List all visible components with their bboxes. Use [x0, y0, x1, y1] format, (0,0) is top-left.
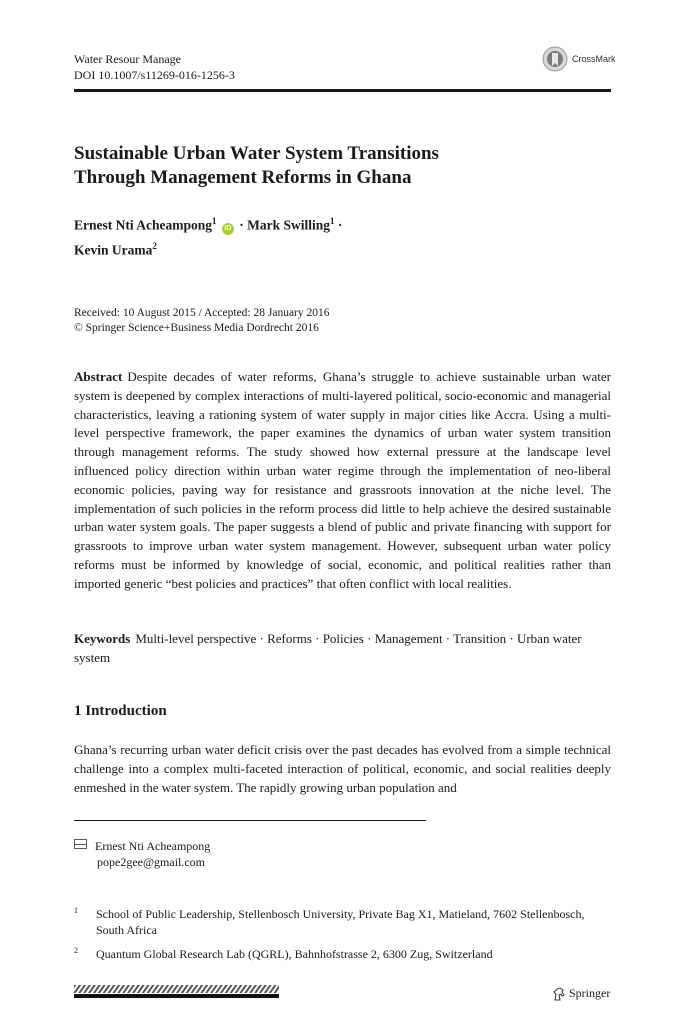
- author-list: Ernest Nti Acheampong$^1$ iD · Mark Swilling$^1$ · Kevin Urama$^2$: [74, 216, 343, 257]
- abstract-heading: Abstract: [74, 369, 123, 384]
- corresponding-author: [74, 838, 210, 870]
- orcid-icon[interactable]: iD: [222, 223, 234, 235]
- footnote-rule: [74, 820, 426, 821]
- affiliation-text: Quantum Global Research Lab (QGRL), Bahnhofstrasse 2, 6300 Zug, Switzerland: [96, 947, 493, 961]
- affiliation-number: 2: [74, 946, 78, 955]
- corresponding-name: Ernest Nti Acheampong: [95, 839, 211, 853]
- crossmark-icon: [542, 46, 568, 72]
- keywords-text: Multi-level perspective · Reforms · Policies · Management · Transition · Urban water system: [74, 631, 582, 665]
- journal-name: Water Resour Manage: [74, 52, 181, 66]
- author-name[interactable]: Kevin Urama: [74, 242, 153, 257]
- author-name[interactable]: Ernest Nti Acheampong: [74, 217, 212, 233]
- affiliation-text: School of Public Leadership, Stellenbosch University, Private Bag X1, Matieland, 7602 Stellenbosch, South Africa: [96, 907, 585, 937]
- publisher-logo: [552, 986, 610, 1001]
- abstract-text: Despite decades of water reforms, Ghana’s struggle to achieve sustainable urban water system is deepened by complex interactions of multi-layered political, socio-economic and managerial characteristics, leaving a rationing system of water supply in major cities like Accra. Using a multi-level perspective framework, the paper examines the dynamics of urban water system transition through management reforms. The study showed how external pressure at the landscape level influenced policy direction within urban water regime through the implementation of neo-liberal economic policies, paving way for resistance and grassroots innovation at the niche level. The implementation of such policies in the reform process did little to help achieve the desired sustainable urban water system goals. The paper suggests a blend of public and private financing with support for grassroots to improve urban water system management. However, subsequent urban water policy reforms must be informed by knowledge of social, economic, and political realities rather than imported generic “best policies and practices” that often conflict with local realities.: [74, 369, 611, 591]
- copyright-line: © Springer Science+Business Media Dordrecht 2016: [74, 322, 319, 334]
- keywords: [74, 629, 611, 667]
- affiliation-number: 1: [74, 906, 78, 915]
- keywords-heading: Keywords: [74, 631, 131, 646]
- envelope-icon: [74, 839, 87, 849]
- title-line-1: Sustainable Urban Water System Transitions: [74, 143, 439, 164]
- affiliation: [74, 946, 611, 962]
- journal-header: [74, 51, 235, 83]
- title-line-2: Through Management Reforms in Ghana: [74, 167, 412, 188]
- publisher-name: Springer: [569, 986, 611, 1000]
- author-affiliation-mark: 1: [212, 216, 217, 226]
- doi[interactable]: DOI 10.1007/s11269-016-1256-3: [74, 68, 235, 82]
- author-affiliation-mark: 1: [330, 216, 335, 226]
- introduction-paragraph: Ghana’s recurring urban water deficit crisis over the past decades has evolved from a simple technical challenge into a complex multi-faceted interaction of political, economic, and social realities deeply enmeshed in the water system. The rapidly growing urban population and: [74, 742, 611, 795]
- affiliation: [74, 906, 611, 938]
- section-heading: 1 Introduction: [74, 703, 167, 719]
- author-name[interactable]: Mark Swilling: [247, 217, 331, 233]
- corresponding-email[interactable]: pope2gee@gmail.com: [97, 855, 206, 869]
- article-history: [74, 306, 330, 336]
- author-affiliation-mark: 2: [152, 240, 157, 251]
- springer-horse-icon: [552, 987, 566, 1001]
- abstract: [74, 368, 611, 594]
- header-rule: [74, 89, 611, 92]
- received-accepted-dates: Received: 10 August 2015 / Accepted: 28 January 2016: [74, 307, 330, 319]
- footer-barcode-strip: [74, 985, 279, 999]
- article-title: [74, 142, 611, 190]
- crossmark-badge[interactable]: [542, 46, 616, 72]
- crossmark-label: CrossMark: [572, 54, 616, 64]
